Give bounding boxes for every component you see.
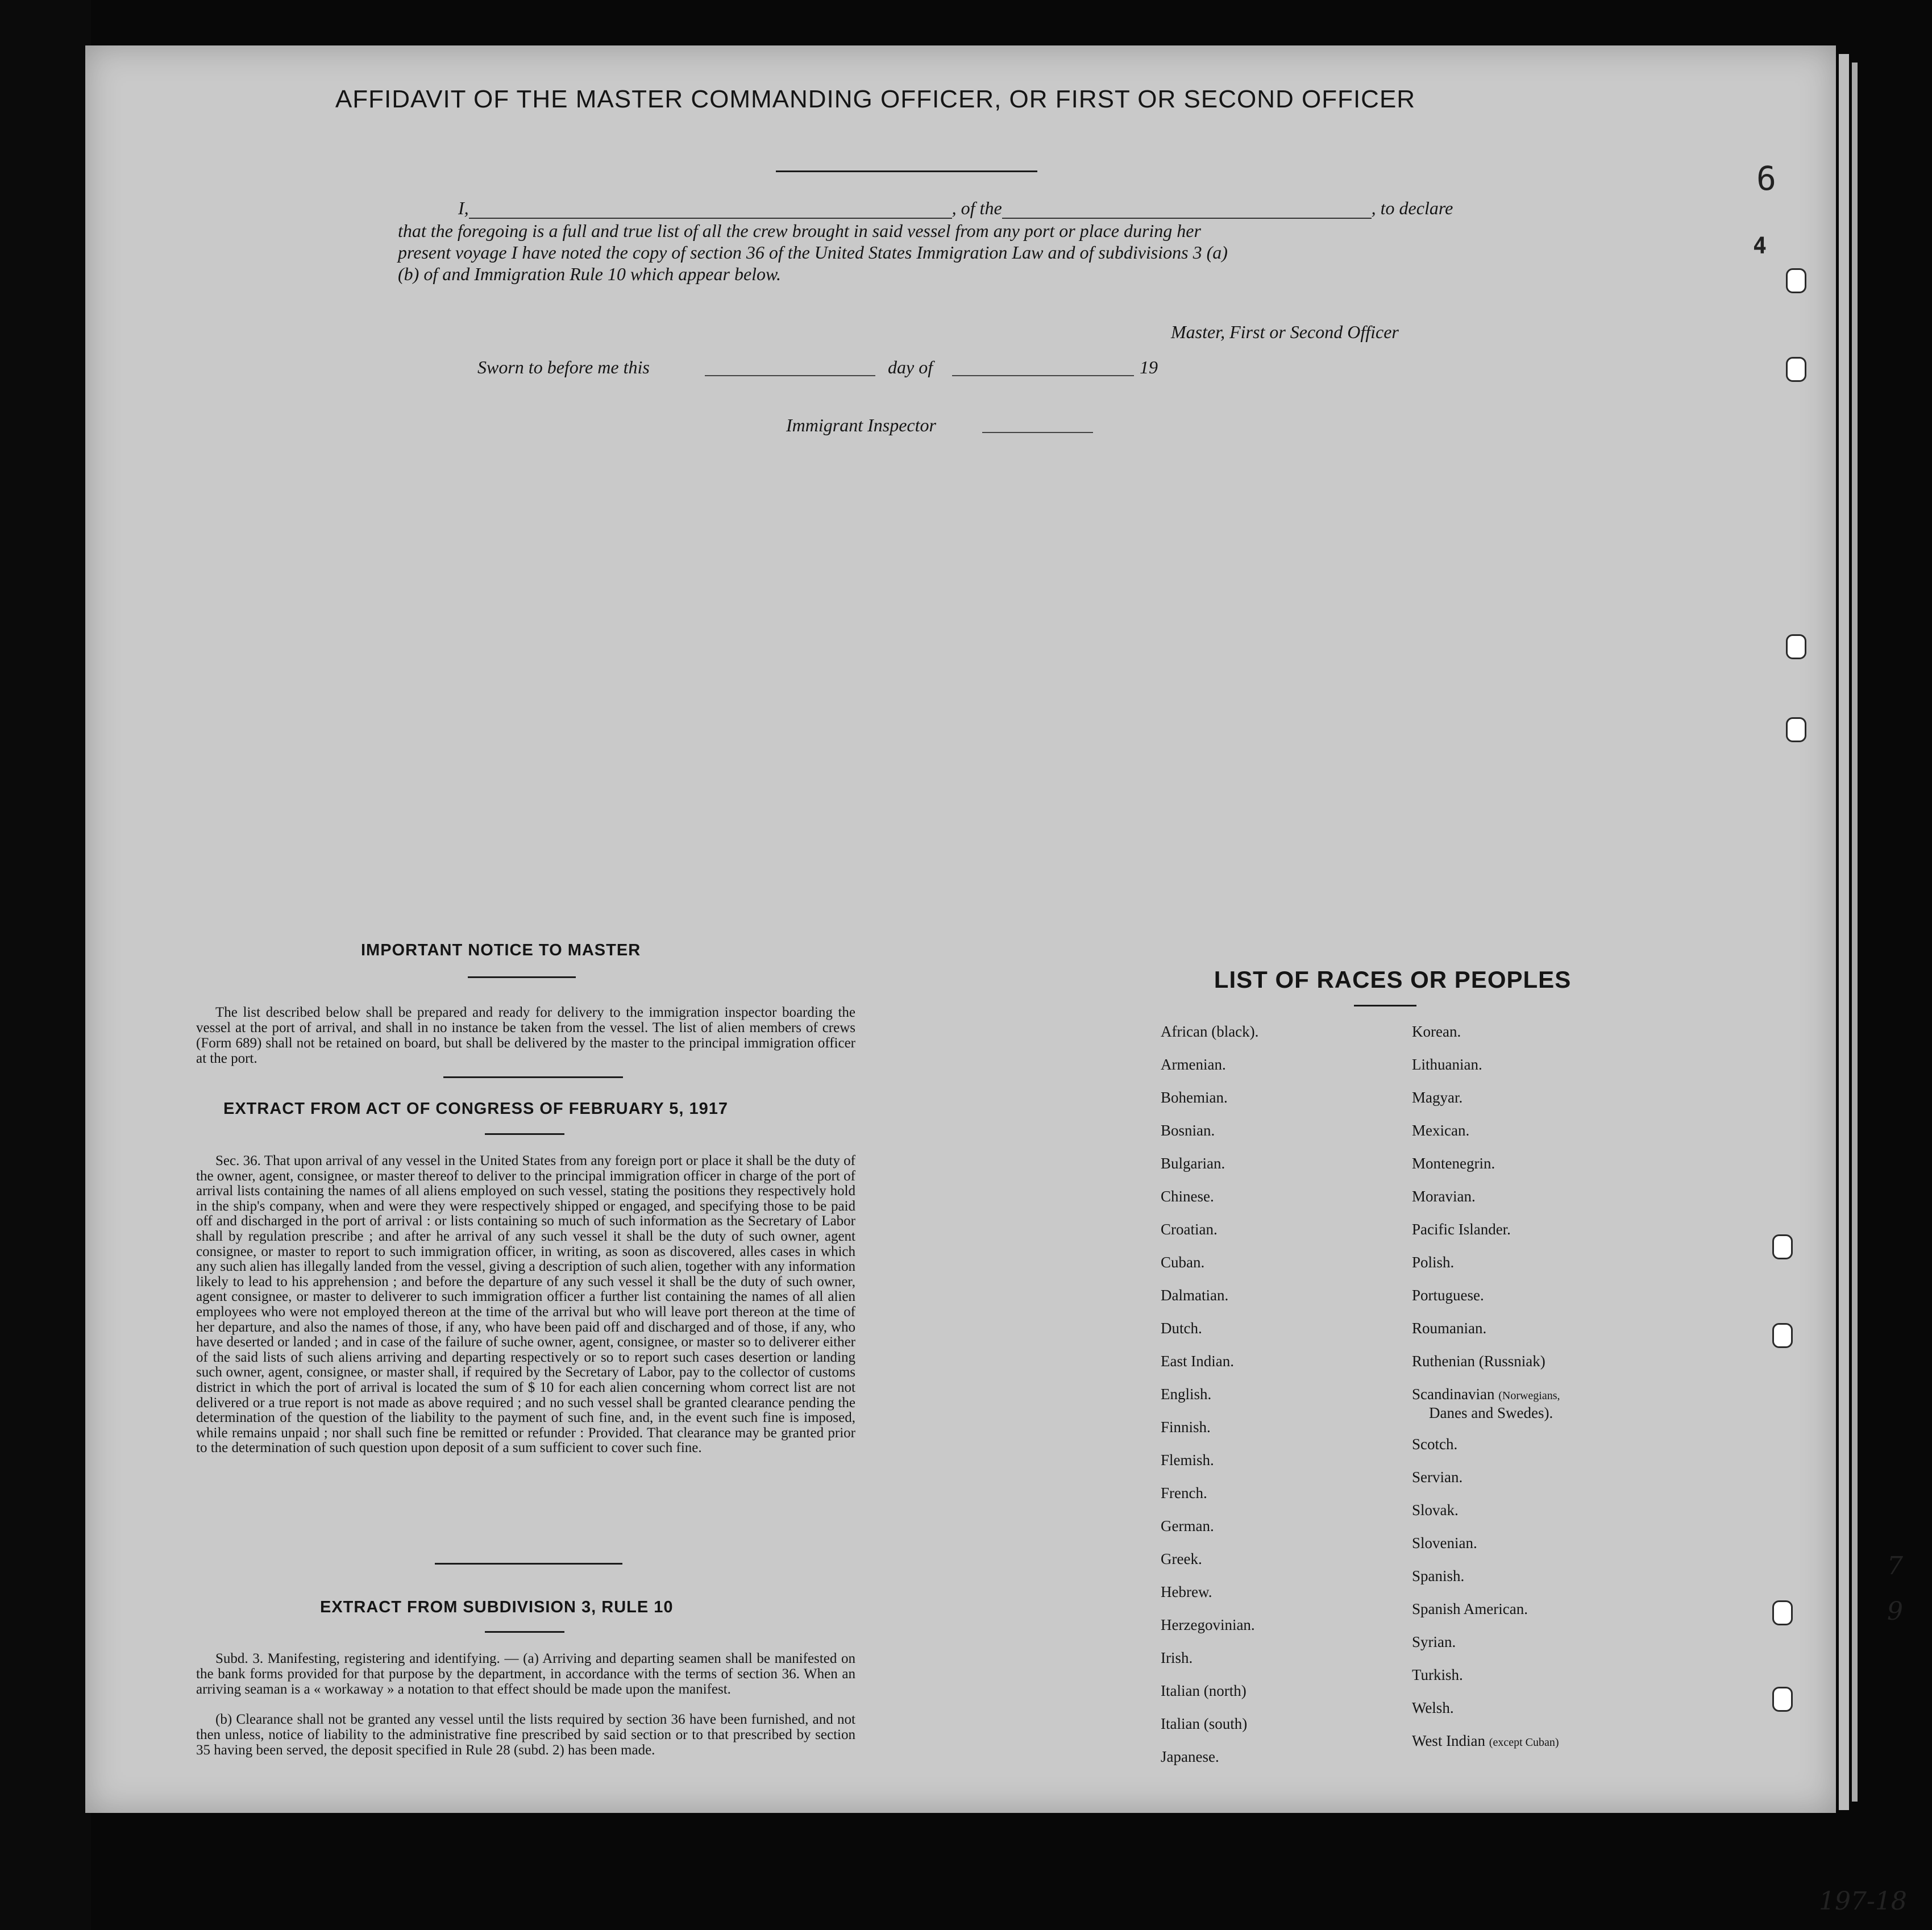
race-item: Bulgarian. [1161, 1155, 1225, 1172]
races-heading: LIST OF RACES OR PEOPLES [1214, 966, 1572, 993]
handwritten-number: 197-18 [1819, 1887, 1907, 1916]
binder-hole [1786, 268, 1806, 293]
affidavit-line-4: (b) of and Immigration Rule 10 which appear below. [398, 264, 781, 284]
act-heading: EXTRACT FROM ACT OF CONGRESS OF FEBRUARY 5, 1917 [223, 1100, 729, 1118]
section-divider [443, 1076, 623, 1078]
race-item: Montenegrin. [1412, 1155, 1495, 1172]
notice-heading: IMPORTANT NOTICE TO MASTER [361, 941, 641, 959]
affidavit-title: AFFIDAVIT OF THE MASTER COMMANDING OFFICER, OR FIRST OR SECOND OFFICER [335, 85, 1416, 113]
affidavit-line-3: present voyage I have noted the copy of section 36 of the United States Immigration Law and of subdivisions 3 (a) [398, 242, 1228, 263]
binder-hole [1786, 634, 1806, 659]
race-item: Italian (south) [1161, 1715, 1248, 1732]
rule-heading: EXTRACT FROM SUBDIVISION 3, RULE 10 [320, 1598, 674, 1616]
race-item: Armenian. [1161, 1056, 1226, 1073]
vessel-blank [1002, 218, 1372, 219]
binder-hole [1786, 357, 1806, 382]
day-of-label: day of [888, 357, 933, 377]
race-item: Roumanian. [1412, 1320, 1487, 1337]
officer-signature-label: Master, First or Second Officer [1171, 322, 1399, 342]
binder-hole [1772, 1323, 1793, 1348]
page-number-mark-2: 4 [1753, 233, 1767, 259]
race-item: Hebrew. [1161, 1583, 1212, 1600]
affidavit-line-1: I, , of the , to declare [458, 198, 1453, 218]
rule-para-1: Subd. 3. Manifesting, registering and identifying. — (a) Arriving and departing seamen shall be manifested on the bank forms provided for that purpose by the department, in accordance with the terms of section 36. When an arriving seaman is a « workaway » a notation to that effect should be made upon the manifest. [196, 1651, 855, 1697]
name-blank [469, 218, 952, 219]
act-text: Sec. 36. That upon arrival of any vessel in the United States from any foreign port or place it shall be the duty of the owner, agent, consignee, or master thereof to deliver to the principal immigration officer in charge of the port of arrival lists containing the names of all aliens employed on such vessel, stating the positions they respectively hold in the ship's company, when and were they were respectively shipped or engaged, and specifying those to be paid off and discharged in the port of arrival : or lists containing so much of such information as the Secretary of Labor shall by regulation prescribe ; and after he arrival of any such vessel it shall be the duty of such owner, agent consignee, or master to report to such immigration officer, in writing, as soon as discovered, alles cases in which any such alien has illegally landed from the vessel, giving a description of such alien, together with any information likely to lead to his apprehension ; and before the departure of any such vessel it shall be the duty of such owner, agent consignee, or master to deliverer to such immigration officer a further list containing the names of all alien employees who were not employed thereon at the time of the arrival but who will leave port thereon at the time of her departure, and also the names of those, if any, who have been paid off and discharged and of those, if any, who have deserted or landed ; and in case of the failure of suche owner, agent, consignee, or master so to deliverer either of the said lists of such aliens arriving and departing respectively or so to report such cases desertion or landing such owner, agent, consignee, or master shall, if required by the Secretary of Labor, pay to the collector of customs district in which the port of arrival is located the sum of $ 10 for each alien concerning whom correct list are not delivered or a true report is not made as above required ; and no such vessel shall be granted clearance pending the determination of the question of the liability to the payment of such fine, and, in the event such fine is imposed, while remains unpaid ; nor shall such fine be remitted or refunder : Provided. That clearance may be granted prior to the determination of such question upon deposit of a sum sufficient to cover such fine. [196, 1153, 855, 1456]
sworn-label: Sworn to before me this [477, 357, 650, 377]
document-page [85, 45, 1836, 1813]
race-item: Chinese. [1161, 1188, 1214, 1205]
scan-border-left [0, 0, 91, 1930]
sheet-edge-back [1852, 63, 1858, 1802]
binder-hole [1772, 1687, 1793, 1712]
affidavit-line-2: that the foregoing is a full and true list of all the crew brought in said vessel from any port or place during her [398, 221, 1201, 241]
race-item: Slovak. [1412, 1501, 1459, 1519]
binder-hole [1772, 1600, 1793, 1625]
race-item: Welsh. [1412, 1699, 1454, 1716]
races-column-right [1412, 1023, 1560, 1765]
inspector-blank [982, 432, 1093, 433]
page-number-mark: 6 [1756, 159, 1776, 198]
notice-text: The list described below shall be prepared and ready for delivery to the immigration inspector boarding the vessel at the port of arrival, and shall in no instance be taken from the vessel. The list of alien members of crews (Form 689) shall not be retained on board, but shall be delivered by the master to the principal immigration officer at the port. [196, 1005, 855, 1066]
race-item: Spanish. [1412, 1567, 1465, 1584]
sheet-edge [1839, 54, 1849, 1810]
handwritten-note: 9 [1887, 1597, 1903, 1626]
rule-underline [485, 1631, 564, 1633]
title-underline [776, 170, 1037, 172]
race-item: Portuguese. [1412, 1287, 1484, 1304]
section-divider [435, 1563, 622, 1565]
races-underline [1354, 1005, 1416, 1006]
act-underline [485, 1133, 564, 1135]
race-item: German. [1161, 1517, 1214, 1534]
race-item: Bosnian. [1161, 1122, 1215, 1139]
race-item: Spanish American. [1412, 1600, 1528, 1617]
inspector-label: Immigrant Inspector [786, 415, 936, 435]
race-item: Moravian. [1412, 1188, 1476, 1205]
race-item: Croatian. [1161, 1221, 1218, 1238]
race-item: Bohemian. [1161, 1089, 1228, 1106]
binder-hole [1786, 717, 1806, 742]
race-item: French. [1161, 1484, 1207, 1501]
year-prefix: 19 [1140, 357, 1158, 377]
race-item: Herzegovinian. [1161, 1616, 1255, 1633]
notice-underline [468, 976, 576, 978]
rule-para-2: (b) Clearance shall not be granted any vessel until the lists required by section 36 have been furnished, and not then unless, notice of liability to the administrative fine prescribed by said section or to that prescribed by section 35 having been served, the deposit specified in Rule 28 (subd. 2) has been made. [196, 1712, 855, 1758]
race-item: English. [1161, 1386, 1212, 1403]
race-item: Irish. [1161, 1649, 1193, 1666]
handwritten-note: 7 [1887, 1552, 1903, 1580]
race-item: Magyar. [1412, 1089, 1463, 1106]
race-item: Italian (north) [1161, 1682, 1247, 1699]
race-item: Japanese. [1161, 1748, 1219, 1765]
race-item: Lithuanian. [1412, 1056, 1482, 1073]
race-item: East Indian. [1161, 1353, 1234, 1370]
race-item: Ruthenian (Russniak) [1412, 1353, 1545, 1370]
races-column-left [1161, 1023, 1258, 1781]
race-item-west-indian: West Indian (except Cuban) [1412, 1732, 1559, 1749]
race-item: African (black). [1161, 1023, 1259, 1040]
month-blank [952, 375, 1134, 376]
race-item: Pacific Islander. [1412, 1221, 1511, 1238]
race-item: Polish. [1412, 1254, 1455, 1271]
race-item: Dutch. [1161, 1320, 1202, 1337]
binder-hole [1772, 1234, 1793, 1259]
race-item: Syrian. [1412, 1633, 1456, 1650]
day-blank [705, 375, 875, 376]
race-item: Slovenian. [1412, 1534, 1477, 1552]
race-item: Flemish. [1161, 1451, 1214, 1469]
race-item: Cuban. [1161, 1254, 1205, 1271]
race-item-scandinavian: Scandinavian (Norwegians, Danes and Swedes). [1412, 1386, 1560, 1421]
race-item: Finnish. [1161, 1419, 1211, 1436]
race-item: Scotch. [1412, 1436, 1458, 1453]
race-item: Turkish. [1412, 1666, 1463, 1683]
race-item: Mexican. [1412, 1122, 1470, 1139]
race-item: Servian. [1412, 1469, 1463, 1486]
race-item: Dalmatian. [1161, 1287, 1229, 1304]
race-item: Korean. [1412, 1023, 1461, 1040]
race-item: Greek. [1161, 1550, 1202, 1567]
